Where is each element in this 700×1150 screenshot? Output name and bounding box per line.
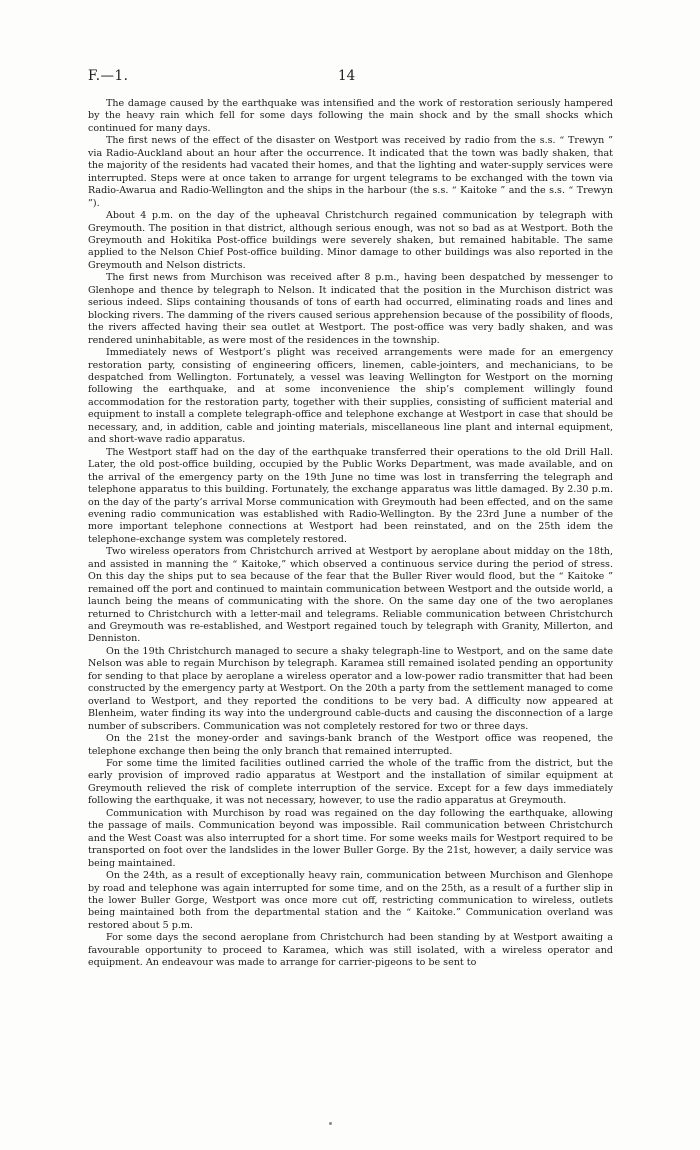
page-header	[88, 68, 613, 84]
paragraph-greymouth: About 4 p.m. on the day of the upheaval Christchurch regained communication by telegraph with Greymouth. The position in that district, although serious enough, was not so bad as at Westport. Both the Greymouth and Hokitika Post-office buildings were severely shaken, but remained habitable. The same applied to the Nelson Chief Post-office building. Minor damage to other buildings was also reported in the Greymouth and Nelson districts.	[88, 210, 613, 271]
paragraph-road-communication: Communication with Murchison by road was regained on the day following the earthquake, allowing the passage of mails. Communication beyond was impossible. Rail communication between Christchurch and the West Coast was also interrupted for a short time. For some weeks mails for Westport required to be transported on foot over the landslides in the lower Buller Gorge. By the 21st, however, a daily service was being maintained.	[88, 807, 613, 869]
paragraph-limited-facilities: For some time the limited facilities outlined carried the whole of the traffic from the district, but the early provision of improved radio apparatus at Westport and the installation of similar equipment at Greymouth relieved the risk of complete interruption of the service. Except for a few days immediately following the earthquake, it was not necessary, however, to use the radio apparatus at Greymouth.	[88, 758, 613, 807]
body-text	[88, 98, 613, 970]
paragraph-restoration-party: Immediately news of Westport’s plight was received arrangements were made for an emergency restoration party, consisting of engineering officers, linemen, cable-jointers, and mechanicians, to be despatched from Wellington. Fortunately, a vessel was leaving Wellington for Westport on the morning following the earthquake, and at some inconvenience the ship’s complement willingly found accommodation for the restoration party, together with their supplies, consisting of sufficient material and equipment to install a complete telegraph-office and telephone exchange at Westport in case that should be necessary, and, in addition, cable and jointing materials, miscellaneous line plant and internal equipment, and short-wave radio apparatus.	[88, 347, 613, 446]
paragraph-damage: The damage caused by the earthquake was intensified and the work of restoration seriously hampered by the heavy rain which fell for some days following the main shock and by the small shocks which continued for many days.	[88, 98, 613, 134]
paragraph-second-aeroplane: For some days the second aeroplane from Christchurch had been standing by at Westport awaiting a favourable opportunity to proceed to Karamea, which was still isolated, with a wireless operator and equipment. An endeavour was made to arrange for carrier-pigeons to be sent to	[88, 932, 613, 969]
page-reference: F.—1.	[88, 68, 129, 84]
paragraph-nineteenth: On the 19th Christchurch managed to secure a shaky telegraph-line to Westport, and on the same date Nelson was able to regain Murchison by telegraph. Karamea still remained isolated pending an opportunity for sending to that place by aeroplane a wireless operator and a low-power radio transmitter that had been constructed by the emergency party at Westport. On the 20th a party from the settlement managed to come overland to Westport, and they reported the conditions to be very bad. A difficulty now appeared at Blenheim, water finding its way into the underground cable-ducts and causing the disconnection of a large number of subscribers. Communication was not completely restored for two or three days.	[88, 645, 613, 732]
paragraph-murchison: The first news from Murchison was received after 8 p.m., having been despatched by messenger to Glenhope and thence by telegraph to Nelson. It indicated that the position in the Murchison district was serious indeed. Slips containing thousands of tons of earth had occurred, eliminating roads and lines and blocking rivers. The damming of the rivers caused serious apprehension because of the possibility of floods, the rivers affected having their sea outlet at Westport. The post-office was very badly shaken, and was rendered uninhabitable, as were most of the residences in the township.	[88, 272, 613, 346]
paragraph-wireless-operators: Two wireless operators from Christchurch arrived at Westport by aeroplane about midday on the 18th, and assisted in manning the “ Kaitoke,” which observed a continuous service during the period of stress. On this day the ships put to sea because of the fear that the Buller River would flood, but the “ Kaitoke ” remained off the port and continued to maintain communication between Westport and the outside world, a launch being the means of communicating with the shore. On the same day one of the two aeroplanes returned to Christchurch with a letter-mail and telegrams. Reliable communication between Christchurch and Greymouth was re-established, and Westport regained touch by telegraph with Granity, Millerton, and Denniston.	[88, 546, 613, 645]
paragraph-first-news-westport: The first news of the effect of the disaster on Westport was received by radio from the s.s. “ Trewyn ” via Radio-Auckland about an hour after the occurrence. It indicated that the town was badly shaken, that the majority of the residents had vacated their homes, and that the lighting and water-supply services were interrupted. Steps were at once taken to arrange for urgent telegrams to be exchanged with the town via Radio-Awarua and Radio-Wellington and the ships in the harbour (the s.s. “ Kaitoke ” and the s.s. “ Trewyn ”).	[88, 135, 613, 209]
paragraph-drill-hall: The Westport staff had on the day of the earthquake transferred their operations to the old Drill Hall. Later, the old post-office building, occupied by the Public Works Department, was made available, and on the arrival of the emergency party on the 19th June no time was lost in transferring the telegraph and telephone apparatus to this building. Fortunately, the exchange apparatus was little damaged. By 2.30 p.m. on the day of the party’s arrival Morse communication with Greymouth had been effected, and on the same evening radio communication was established with Radio-Wellington. By the 23rd June a number of the more important telephone connections at Westport had been reinstated, and on the 25th idem the telephone-exchange system was completely restored.	[88, 446, 613, 545]
paragraph-twenty-first: On the 21st the money-order and savings-bank branch of the Westport office was reopened, the telephone exchange then being the only branch that remained interrupted.	[88, 733, 613, 757]
page-speck	[329, 1122, 332, 1125]
page-number: 14	[338, 68, 356, 84]
paragraph-twenty-fourth: On the 24th, as a result of exceptionally heavy rain, communication between Murchison and Glenhope by road and telephone was again interrupted for some time, and on the 25th, as a result of a further slip in the lower Buller Gorge, Westport was once more cut off, restricting communication to wireless, outlets being maintained both from the departmental station and the “ Kaitoke.” Communication overland was restored about 5 p.m.	[88, 870, 613, 931]
